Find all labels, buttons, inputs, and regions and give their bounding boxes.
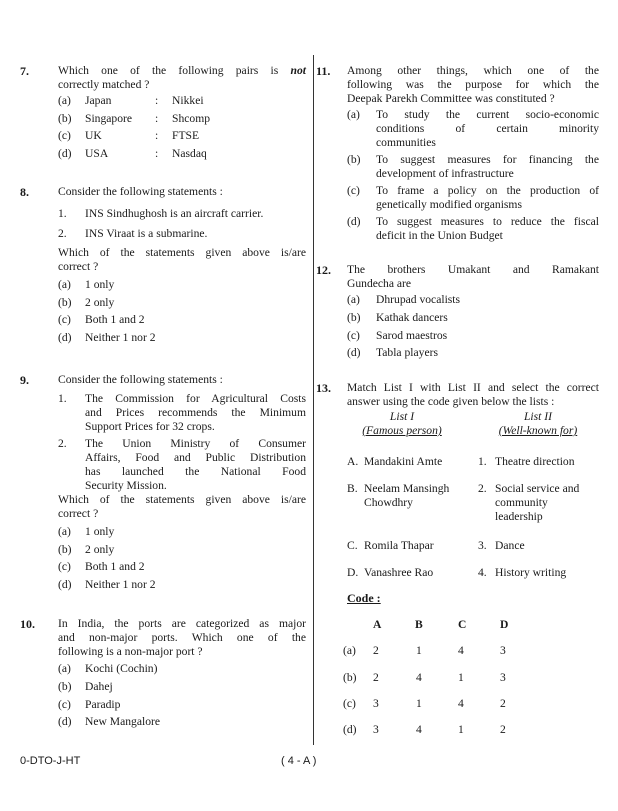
statement: The Commission for Agricultural Costs and Prices recommends the Minimum Support Prices for 32 crops. [85, 392, 306, 433]
question-stem: Which one of the following pairs is not correctly matched ? [58, 64, 306, 91]
list-2-item-cont: community [495, 496, 548, 509]
list-2-item: Dance [495, 539, 525, 552]
question-number: 7. [20, 64, 29, 78]
list-2-item: Theatre direction [495, 455, 575, 468]
list-2-item: Social service and [495, 482, 580, 495]
list-2-header: List II (Well-known for) [498, 410, 578, 437]
list-1-item: Vanashree Rao [364, 566, 434, 579]
column-divider [313, 55, 314, 745]
question-number: 10. [20, 617, 35, 631]
paper-code: 0-DTO-J-HT [20, 755, 81, 767]
list-1-item: Romila Thapar [364, 539, 434, 552]
question-stem: Match List I with List II and select the correct answer using the code given below the lists : [347, 381, 599, 408]
question-stem: The brothers Umakant and Ramakant Gundecha are [347, 263, 599, 290]
question-number: 13. [316, 381, 331, 395]
code-header: D [500, 618, 509, 631]
page-number: ( 4 - A ) [281, 755, 317, 767]
question-stem: In India, the ports are categorized as major and non-major ports. Which one of the following is a non-major port ? [58, 617, 306, 658]
list-1-item: Mandakini Amte [364, 455, 443, 468]
code-header: A [373, 618, 382, 631]
list-1-key: A. [347, 455, 359, 468]
statement: INS Viraat is a submarine. [85, 227, 208, 240]
question-ask: Which of the statements given above is/are correct ? [58, 493, 306, 520]
list-1-item: Neelam Mansingh [364, 482, 450, 495]
list-2-item: History writing [495, 566, 567, 579]
question-stem: Consider the following statements : [58, 185, 223, 198]
question-number: 8. [20, 185, 29, 199]
list-1-item-cont: Chowdhry [364, 496, 413, 509]
list-1-key: D. [347, 566, 359, 579]
question-ask: Which of the statements given above is/are correct ? [58, 246, 306, 273]
list-2-item-cont: leadership [495, 510, 543, 523]
code-header: C [458, 618, 467, 631]
code-label: Code : [347, 591, 381, 605]
list-1-key: B. [347, 482, 358, 495]
list-2-key: 2. [478, 482, 487, 495]
question-number: 12. [316, 263, 331, 277]
question-stem: Consider the following statements : [58, 373, 223, 386]
question-stem: Among other things, which one of the following was the purpose for which the Deepak Parekh Committee was constituted ? [347, 64, 599, 105]
list-2-key: 4. [478, 566, 487, 579]
question-number: 11. [316, 64, 331, 78]
list-2-key: 1. [478, 455, 487, 468]
statement: INS Sindhughosh is an aircraft carrier. [85, 207, 264, 220]
list-1-header: List I (Famous person) [362, 410, 442, 437]
list-2-key: 3. [478, 539, 487, 552]
list-1-key: C. [347, 539, 358, 552]
question-number: 9. [20, 373, 29, 387]
statement: The Union Ministry of Consumer Affairs, Food and Public Distribution has launched the National Food Security Mission. [85, 437, 306, 492]
code-header: B [415, 618, 423, 631]
